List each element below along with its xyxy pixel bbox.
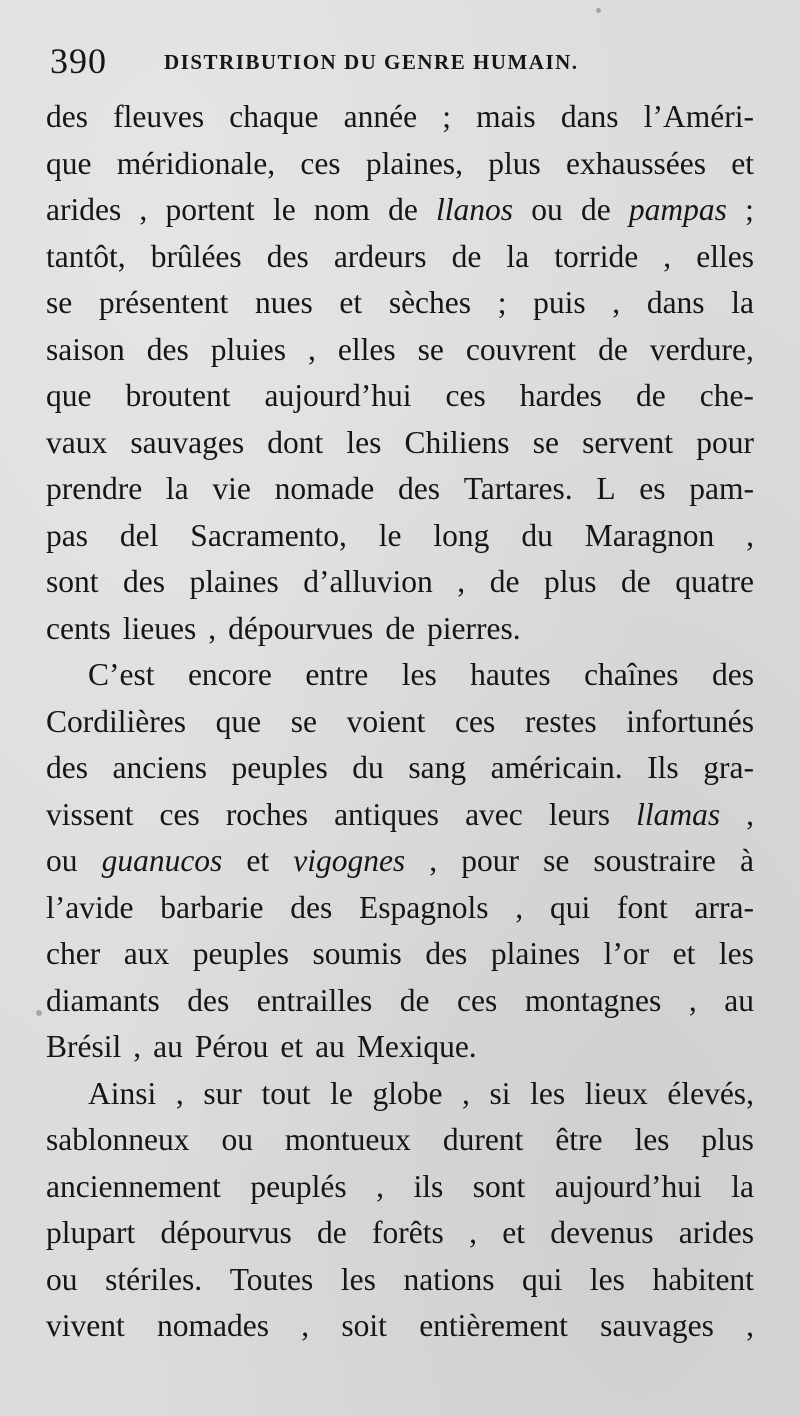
word: au <box>315 1029 345 1064</box>
word: des <box>266 238 309 274</box>
word: , <box>175 1075 184 1111</box>
word: chaque <box>229 99 319 134</box>
word: , <box>429 843 438 878</box>
word: pour <box>696 424 754 460</box>
text-line <box>46 1303 754 1350</box>
text-line <box>46 420 754 467</box>
word: es <box>639 471 666 506</box>
word: Brésil <box>46 1029 122 1064</box>
word: plus <box>701 1122 754 1157</box>
text-line <box>46 559 754 606</box>
word: de <box>620 564 651 599</box>
word: ; <box>745 192 754 227</box>
word: ils <box>413 1168 444 1204</box>
word: à <box>739 843 754 878</box>
word: des <box>711 657 754 692</box>
word: guanucos <box>101 843 223 878</box>
word: cher <box>46 936 101 971</box>
word: nom <box>313 192 370 227</box>
word: vie <box>212 471 251 506</box>
word: ces <box>159 796 200 832</box>
word: , <box>308 331 316 367</box>
word: des <box>146 331 189 367</box>
word: mais <box>476 99 536 134</box>
word: , <box>469 1215 477 1250</box>
text-line <box>46 141 754 188</box>
word: habitent <box>652 1261 754 1297</box>
word: nations <box>403 1261 495 1297</box>
word: sablonneux <box>46 1122 190 1157</box>
word: plus <box>543 564 597 599</box>
text-line <box>46 885 754 932</box>
word: plupart <box>46 1215 136 1250</box>
word: l’Améri- <box>643 99 754 134</box>
word: encore <box>187 657 272 692</box>
word: les <box>346 424 382 460</box>
word: Chiliens <box>404 424 510 460</box>
word: entre <box>305 657 369 692</box>
word: la <box>731 1168 754 1204</box>
word: les <box>589 1261 625 1297</box>
word: le <box>378 517 402 553</box>
word: elles <box>696 238 754 274</box>
word: aujourd’hui <box>554 1168 702 1204</box>
word: des <box>425 936 468 971</box>
word: prendre <box>46 471 143 506</box>
word: la <box>506 238 530 274</box>
word: être <box>555 1122 603 1157</box>
word: llanos <box>436 192 514 227</box>
word: Tartares. <box>463 471 573 506</box>
word: la <box>165 471 189 506</box>
word: soumis <box>312 936 402 971</box>
word: vissent <box>46 796 134 832</box>
text-line <box>46 1164 754 1211</box>
word: de <box>451 238 482 274</box>
word: ces <box>455 703 496 739</box>
word: , <box>208 610 217 646</box>
text-line <box>46 745 754 792</box>
word: que <box>46 145 92 181</box>
word: nomade <box>274 471 375 506</box>
word: plaines, <box>365 145 463 181</box>
word: ces <box>457 982 498 1018</box>
body-text <box>46 94 754 1350</box>
word: , <box>457 564 466 599</box>
word: des <box>187 982 230 1018</box>
word: au <box>153 1029 183 1064</box>
word: de <box>635 378 666 413</box>
word: pluies <box>210 331 286 367</box>
text-line <box>46 234 754 281</box>
word: , <box>663 238 672 274</box>
word: Cordilières <box>46 703 186 739</box>
word: de <box>388 192 418 227</box>
word: de <box>598 331 628 367</box>
word: l’avide <box>46 889 134 925</box>
word: que <box>215 703 262 739</box>
word: arides <box>678 1215 754 1250</box>
word: restes <box>524 703 597 739</box>
word: sauvages <box>600 1308 714 1343</box>
word: antiques <box>334 796 440 832</box>
word: aujourd’hui <box>264 378 412 413</box>
word: portent <box>165 192 255 227</box>
word: hardes <box>519 378 602 413</box>
word: plaines <box>189 564 279 599</box>
word: avec <box>465 796 523 832</box>
word: les <box>530 1075 566 1111</box>
word: des <box>123 564 166 599</box>
word: sang <box>408 750 467 785</box>
word: , <box>376 1168 384 1204</box>
word: qui <box>522 1261 563 1297</box>
page-header <box>50 36 750 86</box>
word: globe <box>372 1075 443 1111</box>
word: dépourvues <box>228 610 374 646</box>
word: dans <box>646 285 705 320</box>
print-speck <box>596 8 601 13</box>
word: llamas <box>636 796 721 832</box>
word: des <box>46 99 88 134</box>
word: pampas <box>628 192 727 227</box>
word: couvrent <box>465 331 577 367</box>
word: soustraire <box>593 843 716 878</box>
text-line <box>46 187 754 234</box>
word: stériles. <box>105 1261 203 1297</box>
word: pam- <box>689 471 754 506</box>
word: saison <box>46 331 125 367</box>
word: ; <box>442 99 452 134</box>
word: verdure, <box>649 331 754 367</box>
word: diamants <box>46 982 160 1018</box>
word: , <box>746 796 754 832</box>
word: lieux <box>584 1075 648 1111</box>
text-line <box>46 978 754 1025</box>
word: long <box>433 517 490 553</box>
word: présentent <box>98 285 229 320</box>
word: de <box>399 982 430 1018</box>
text-line <box>46 1210 754 1257</box>
running-title: DISTRIBUTION DU GENRE HUMAIN. <box>164 50 579 74</box>
word: se <box>46 285 73 320</box>
word: sur <box>203 1075 242 1111</box>
word: nues <box>255 285 313 320</box>
word: fleuves <box>113 99 205 134</box>
text-line <box>46 327 754 374</box>
word: montueux <box>284 1122 411 1157</box>
word: pas <box>46 517 88 553</box>
word: soit <box>341 1308 387 1343</box>
word: torride <box>554 238 639 274</box>
word: le <box>330 1075 353 1111</box>
word: Ainsi <box>88 1075 157 1111</box>
word: roches <box>225 796 309 832</box>
word: et <box>731 145 754 181</box>
word: se <box>417 331 444 367</box>
word: , <box>515 889 524 925</box>
word: ou <box>46 843 78 878</box>
word: qui <box>549 889 591 925</box>
word: sont <box>472 1168 526 1204</box>
word: se <box>543 843 570 878</box>
text-line <box>46 1257 754 1304</box>
word: d’alluvion <box>303 564 433 599</box>
text-line <box>46 1024 754 1071</box>
word: les <box>634 1122 670 1157</box>
word: plus <box>488 145 541 181</box>
word: tantôt, <box>46 238 126 274</box>
word: aux <box>123 936 170 971</box>
word: si <box>489 1075 511 1111</box>
text-line <box>46 373 754 420</box>
word: font <box>616 889 668 925</box>
word: sèches <box>388 285 472 320</box>
word: des <box>290 889 333 925</box>
word: cents <box>46 610 111 646</box>
word: hautes <box>470 657 551 692</box>
word: barbarie <box>160 889 264 925</box>
word: et <box>246 843 270 878</box>
word: Mexique. <box>356 1029 477 1064</box>
word: , <box>612 285 621 320</box>
word: , <box>301 1308 310 1343</box>
word: peuples <box>192 936 289 971</box>
word: anciens <box>112 750 207 785</box>
word: C’est <box>88 657 155 692</box>
word: , <box>462 1075 470 1111</box>
word: , <box>133 1029 142 1064</box>
text-line <box>46 792 754 839</box>
word: dans <box>560 99 619 134</box>
word: , <box>139 192 148 227</box>
page-number: 390 <box>50 41 107 81</box>
word: puis <box>533 285 586 320</box>
word: vivent <box>46 1308 125 1343</box>
word: du <box>521 517 553 553</box>
word: le <box>272 192 296 227</box>
word: de <box>385 610 416 646</box>
word: au <box>724 982 754 1018</box>
text-line <box>46 652 754 699</box>
text-line <box>46 699 754 746</box>
word: ou <box>531 192 563 227</box>
word: méridionale, <box>116 145 276 181</box>
word: américain. <box>490 750 623 785</box>
word: L <box>596 471 616 506</box>
word: ; <box>497 285 507 320</box>
word: chaînes <box>584 657 679 692</box>
text-line <box>46 466 754 513</box>
print-speck <box>36 1010 42 1016</box>
word: Espagnols <box>359 889 489 925</box>
word: nomades <box>157 1308 269 1343</box>
word: gra- <box>703 750 754 785</box>
word: se <box>290 703 317 739</box>
word: sauvages <box>130 424 245 460</box>
text-line <box>46 931 754 978</box>
word: les <box>401 657 437 692</box>
word: infortunés <box>626 703 754 739</box>
word: , <box>746 517 754 553</box>
word: , <box>746 1308 754 1343</box>
word: broutent <box>125 378 231 413</box>
word: les <box>718 936 754 971</box>
word: que <box>46 378 92 413</box>
word: des <box>398 471 441 506</box>
word: de <box>580 192 611 227</box>
word: leurs <box>548 796 611 832</box>
word: ces <box>300 145 341 181</box>
word: les <box>340 1261 376 1297</box>
word: entièrement <box>419 1308 568 1343</box>
word: sont <box>46 564 99 599</box>
word: servent <box>582 424 674 460</box>
word: quatre <box>675 564 754 599</box>
text-line <box>46 606 754 653</box>
word: arra- <box>694 889 754 925</box>
word: et <box>280 1029 304 1064</box>
word: Sacramento, <box>190 517 347 553</box>
word: vaux <box>46 424 108 460</box>
word: Maragnon <box>584 517 715 553</box>
word: durent <box>442 1122 524 1157</box>
text-line <box>46 838 754 885</box>
word: dont <box>267 424 324 460</box>
text-line <box>46 1071 754 1118</box>
word: ou <box>46 1261 78 1297</box>
word: des <box>46 750 88 785</box>
word: che- <box>699 378 754 413</box>
word: montagnes <box>524 982 662 1018</box>
word: vigognes <box>293 843 406 878</box>
word: entrailles <box>256 982 373 1018</box>
word: l’or <box>603 936 650 971</box>
word: dépourvus <box>160 1215 292 1250</box>
word: et <box>672 936 696 971</box>
word: ou <box>221 1122 253 1157</box>
word: lieues <box>122 610 197 646</box>
word: voient <box>346 703 426 739</box>
word: devenus <box>550 1215 654 1250</box>
word: et <box>502 1215 525 1250</box>
word: et <box>339 285 363 320</box>
text-line <box>46 513 754 560</box>
word: de <box>317 1215 347 1250</box>
word: année <box>343 99 418 134</box>
word: , <box>688 982 697 1018</box>
word: forêts <box>372 1215 444 1250</box>
text-line <box>46 280 754 327</box>
word: exhaussées <box>566 145 706 181</box>
word: se <box>532 424 559 460</box>
word: peuples <box>231 750 328 785</box>
text-line <box>46 94 754 141</box>
word: de <box>489 564 520 599</box>
word: ardeurs <box>333 238 427 274</box>
word: anciennement <box>46 1168 221 1204</box>
word: Pérou <box>194 1029 269 1064</box>
word: du <box>352 750 384 785</box>
text-line <box>46 1117 754 1164</box>
word: arides <box>46 192 122 227</box>
word: Toutes <box>229 1261 314 1297</box>
word: pierres. <box>427 610 521 646</box>
word: pour <box>461 843 519 878</box>
word: élevés, <box>667 1075 754 1111</box>
word: la <box>731 285 754 320</box>
word: elles <box>337 331 396 367</box>
word: plaines <box>490 936 581 971</box>
word: ces <box>445 378 486 413</box>
word: brûlées <box>150 238 242 274</box>
word: del <box>119 517 159 553</box>
word: tout <box>261 1075 311 1111</box>
word: peuplés <box>250 1168 347 1204</box>
word: Ils <box>647 750 679 785</box>
